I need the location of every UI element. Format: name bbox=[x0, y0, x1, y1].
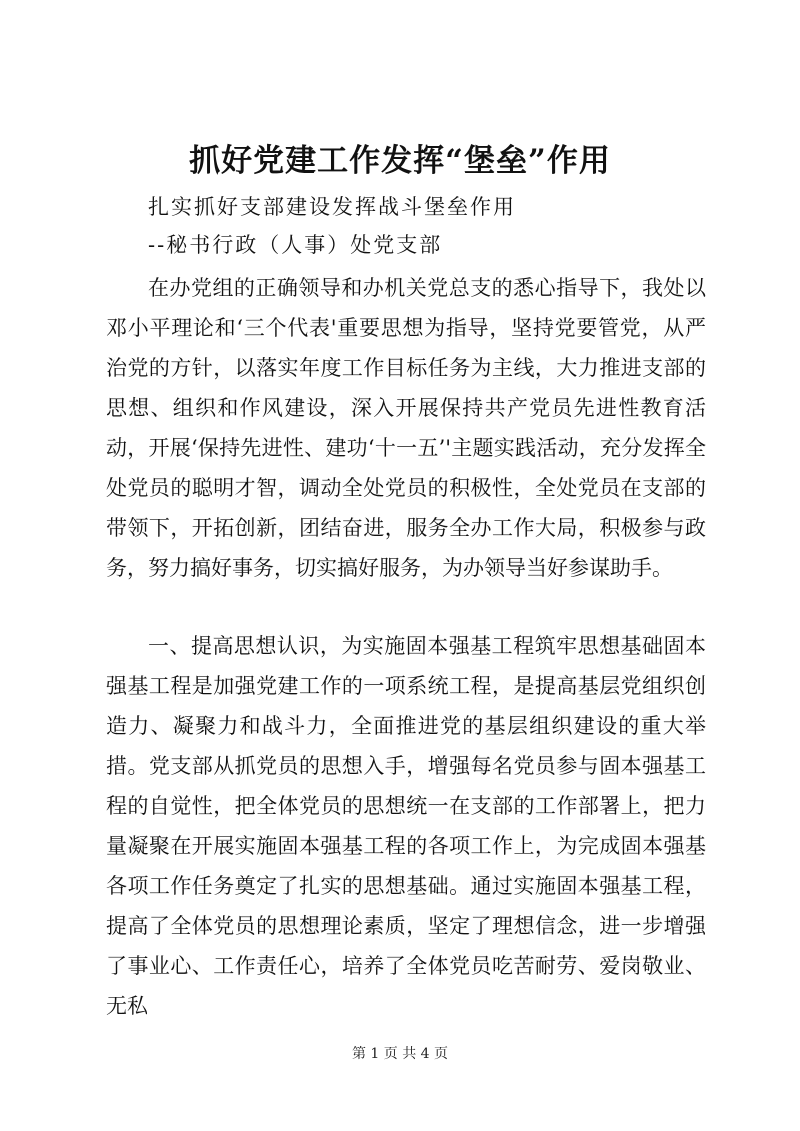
body-paragraph: 在办党组的正确领导和办机关党总支的悉心指导下，我处以邓小平理论和‘三个代表'重要思想为指导，坚持党要管党，从严治党的方针，以落实年度工作目标任务为主线，大力推进支部的思想、组织和作风建设，深入开展保持共产党员先进性教育活动，开展‘保持先进性、建功‘十一五’'主题实践活动，充分发挥全处党员的聪明才智，调动全处党员的积极性，全处党员在支部的带领下，开拓创新，团结奋进，服务全办工作大局，积极参与政务，努力搞好事务，切实搞好服务，为办领导当好参谋助手。 bbox=[106, 276, 706, 580]
document-title: 抓好党建工作发挥“堡垒”作用 bbox=[189, 143, 611, 179]
document-subtitle: 扎实抓好支部建设发挥战斗堡垒作用 bbox=[148, 195, 516, 219]
document-author-line: --秘书行政（人事）处党支部 bbox=[148, 233, 443, 257]
body-paragraph: 一、提高思想认识，为实施固本强基工程筑牢思想基础固本强基工程是加强党建工作的一项系统工程，是提高基层党组织创造力、凝聚力和战斗力，全面推进党的基层组织建设的重大举措。党支部从抓党员的思想入手，增强每名党员参与固本强基工程的自觉性，把全体党员的思想统一在支部的工作部署上，把力量凝聚在开展实施固本强基工程的各项工作上，为完成固本强基各项工作任务奠定了扎实的思想基础。通过实施固本强基工程，提高了全体党员的思想理论素质，坚定了理想信念，进一步增强了事业心、工作责任心，培养了全体党员吃苦耐劳、爱岗敬业、无私 bbox=[106, 634, 706, 1018]
page-number-footer: 第 1 页 共 4 页 bbox=[351, 1046, 449, 1062]
